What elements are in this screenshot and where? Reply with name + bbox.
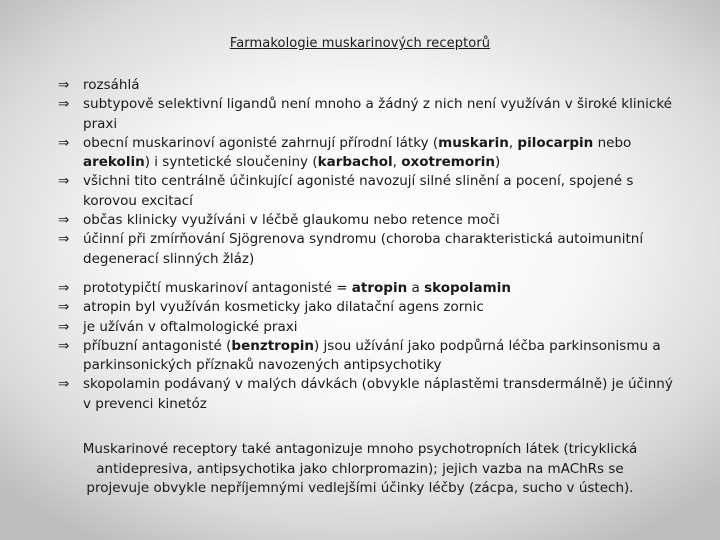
arrow-icon: ⇒ <box>58 173 70 190</box>
list-item: ⇒ rozsáhlá <box>58 76 678 95</box>
arrow-icon: ⇒ <box>58 134 70 151</box>
list-item: ⇒ účinní při zmírňování Sjögrenova syndromu (choroba charakteristická autoimunitní degenerací slinných žláz) <box>58 231 644 267</box>
arrow-icon: ⇒ <box>58 299 70 316</box>
note-paragraph: Muskarinové receptory také antagonizuje mnoho psychotropních látek (tricyklická antidepresiva, antipsychotika jako chlorpromazin); jejich vazba na mAChRs se projevuje obvykle nepříjemnými vedlejšími účinky léčby (zácpa, sucho v ústech). <box>82 441 638 496</box>
list-item: ⇒ subtypově selektivní ligandů není mnoho a žádný z nich není využíván v široké klinické praxi <box>58 96 672 132</box>
arrow-icon: ⇒ <box>58 280 70 296</box>
bold-term: karbachol <box>317 154 393 171</box>
list-item: ⇒ skopolamin podávaný v malých dávkách (obvykle náplastěmi transdermálně) je účinný v prevenci kinetóz <box>58 376 673 412</box>
arrow-icon: ⇒ <box>58 376 70 393</box>
list-item: ⇒ je užíván v oftalmologické praxi <box>58 318 678 337</box>
arrow-icon: ⇒ <box>58 231 70 248</box>
bold-term: skopolamin <box>424 280 511 296</box>
antagonists-list <box>58 279 678 414</box>
list-item: ⇒ obecní muskarinoví agonisté zahrnují přírodní látky (muskarin, pilocarpin nebo arekolin) i syntetické sloučeniny (karbachol, oxotremorin) <box>58 134 632 171</box>
bold-term: atropin <box>351 280 408 296</box>
agonists-list <box>58 76 678 269</box>
list-item: ⇒ prototypičtí muskarinoví antagonisté = atropin a skopolamin <box>58 279 678 298</box>
arrow-icon: ⇒ <box>58 337 70 354</box>
arrow-icon: ⇒ <box>58 318 70 335</box>
list-item: ⇒ všichni tito centrálně účinkující agonisté navozují silné slinění a pocení, spojené s korovou excitací <box>58 173 634 209</box>
bold-term: muskarin <box>438 134 509 151</box>
slide-title: Farmakologie muskarinových receptorů <box>229 36 491 51</box>
bold-term: pilocarpin <box>517 134 594 151</box>
bold-term: oxotremorin <box>401 154 496 171</box>
list-item: ⇒ občas klinicky využíváni v léčbě glaukomu nebo retence moči <box>58 211 678 230</box>
arrow-icon: ⇒ <box>58 96 70 113</box>
list-item: ⇒ atropin byl využíván kosmeticky jako dilatační agens zornic <box>58 298 678 317</box>
bold-term: benztropin <box>231 337 314 354</box>
arrow-icon: ⇒ <box>58 212 70 229</box>
bold-term: arekolin <box>83 154 145 171</box>
arrow-icon: ⇒ <box>58 77 70 93</box>
list-item: ⇒ příbuzní antagonisté (benztropin) jsou užívání jako podpůrná léčba parkinsonismu a parkinsonických příznaků navozených antipsychotiky <box>58 337 661 374</box>
